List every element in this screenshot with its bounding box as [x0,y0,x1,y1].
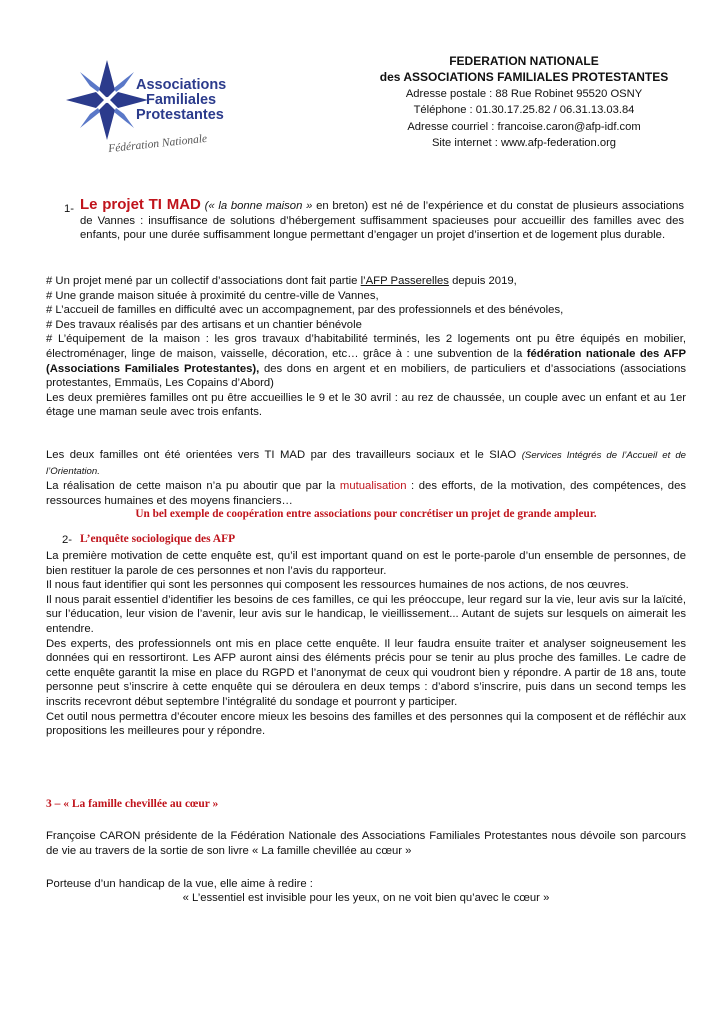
org-header [348,53,700,151]
section2-p3: Il nous parait essentiel d’identifier les besoins de ces familles, ce qui les préoccupe, leur regard sur la vie, leur avis sur la laïcité, sur l’éducation, leur vision de l’avenir, leur avis sur le handicap, le vieillissement... Autant de sujets sur lesquels on aimerait les entendre. [46,593,686,635]
section1-intro-text: en breton) est né de l’expérience et du constat de plusieurs associations de Vannes : insuffisance de solutions d’hébergement suffisamment spacieuses pour accueillir des familles avec des enfants, pour une durée suffisamment longue permettant d’engager un projet d’insertion et de logement plus durable. [80,200,684,242]
org-title2: des ASSOCIATIONS FAMILIALES PROTESTANTES [379,70,669,85]
org-title1: FEDERATION NATIONALE [449,54,599,68]
section1-number: 1- [64,203,75,215]
bullet-2: # Une grande maison située à proximité du centre-ville de Vannes, [46,289,379,302]
section1-orientation: Les deux familles ont été orientées vers TI MAD par des travailleurs sociaux et le SIAO (Services Intégrés de l’Accueil et de l’Orientation. La réalisation de cette maison n’a pu aboutir que par la mutualisation : des efforts, de la motivation, des compétences, des ressources humaines et des moyens financiers… [46,449,686,507]
bullet-1: # Un projet mené par un collectif d’associations dont fait partie l’AFP Passerelles depuis 2019, [46,275,517,287]
logo-tagline: Fédération Nationale [107,132,208,156]
section2-p1: La première motivation de cette enquête est, qu’il est important quand on est le porte-parole d’un ensemble de personnes, de bien restituer la parole de ces personnes et non l’avis du rapporteur. [46,550,686,577]
bullet-5: # L’équipement de la maison : les gros travaux d’habitabilité terminés, les 2 logements ont pu être équipés en mobilier, électroménager, linge de maison, vaisselle, décoration, etc… grâce à : une subvention de la fédération nationale des AFP (Associations Familiales Protestantes), des dons en argent et en mobiliers, de particuliers et d’associations (associations protestantes, Emmaüs, Les Copains d’Abord) [46,333,686,390]
org-postal: Adresse postale : 88 Rue Robinet 95520 OSNY [405,87,643,100]
bullet-4: # Des travaux réalisés par des artisans et un chantier bénévole [46,318,362,331]
section3-title: 3 – « La famille chevillée au cœur » [46,798,219,810]
afp-passerelles-link[interactable]: l’AFP Passerelles [360,275,449,287]
mutualisation-word: mutualisation [339,480,407,493]
section3-quote: « L’essentiel est invisible pour les yeux, on ne voit bien qu’avec le cœur » [182,892,550,904]
section2-body [46,549,686,739]
section3-p2: Porteuse d’un handicap de la vue, elle aime à redire : [46,878,313,890]
org-phone: Téléphone : 01.30.17.25.82 / 06.31.13.03.84 [413,104,635,117]
section2-p4: Des experts, des professionnels ont mis en place cette enquête. Il leur faudra ensuite traiter et analyser soigneusement les données qui en ressortiront. Les AFP auront ainsi des éléments précis pour se tenir au plus proche des familles. Le cadre de cette enquête garantit la mise en place du RGPD et l’anonymat de ceux qui voudront bien y répondre. A partir de 18 ans, toute personne peut s’inscrire à cette enquête qui se déroulera en deux temps : d’abord s’inscrire, puis dans un second temps les inscrits recevront début septembre l’intégralité du sondage et pourront y participer. [46,637,686,708]
section1-bullets [46,274,686,420]
logo-text [136,78,226,123]
section3-p1: Françoise CARON présidente de la Fédération Nationale des Associations Familiales Protestantes nous dévoile son parcours de vie au travers de la sortie de son livre « La famille chevillée au cœur » [46,830,686,857]
section1-subtitle: (« la bonne maison » [204,200,313,212]
section2-p5: Cet outil nous permettra d’écouter encore mieux les besoins des familles et des personnes qui la composent et de réfléchir aux propositions les meilleures pour y répondre. [46,710,686,738]
logo-line1: Associations [136,77,227,93]
section1-title: Le projet TI MAD [80,196,201,213]
org-email: Adresse courriel : francoise.caron@afp-idf.com [407,120,641,133]
bullet-3: # L’accueil de familles en difficulté avec un accompagnement, par des professionnels et des bénévoles, [46,304,564,317]
logo-line3: Protestantes [136,107,224,123]
section1-intro [80,198,684,243]
section2-number: 2- [62,534,73,546]
section2-p2: Il nous faut identifier qui sont les personnes qui composent les ressources humaines de nos actions, de nos œuvres. [46,579,629,592]
section1-highlight: Un bel exemple de coopération entre associations pour concrétiser un projet de grande ampleur. [135,508,597,520]
section1-families: Les deux premières familles ont pu être accueillies le 9 et le 30 avril : au rez de chaussée, un couple avec un enfant et au 1er étage une maman seule avec trois enfants. [46,391,686,419]
section2-title: L’enquête sociologique des AFP [80,533,236,545]
org-site: Site internet : www.afp-federation.org [431,137,617,150]
logo-line2: Familiales [146,92,217,108]
